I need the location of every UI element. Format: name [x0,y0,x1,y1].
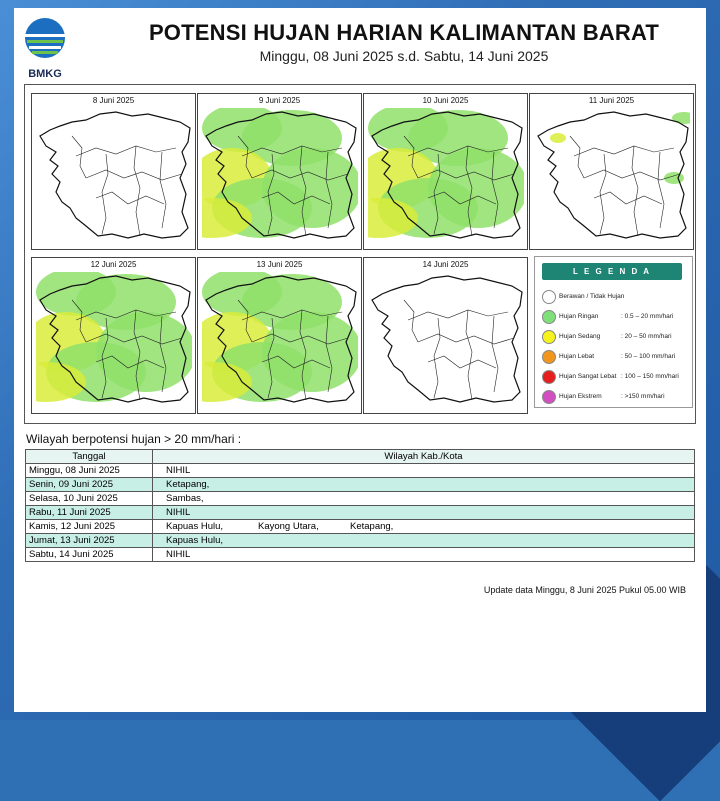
rain-map-4 [529,93,694,250]
rain-map-5 [31,257,196,414]
update-note: Update data Minggu, 8 Juni 2025 Pukul 05.00 WIB [483,585,686,595]
row-date: Sabtu, 14 Juni 2025 [26,548,153,562]
row-regions [153,506,695,520]
row-regions [153,492,695,506]
district-border [160,152,166,228]
row-date: Selasa, 10 Juni 2025 [26,492,153,506]
rain-map-2 [197,93,362,250]
legend-label: Hujan Lebat [559,353,595,360]
legend-label: Hujan Ringan [559,313,599,320]
row-date: Kamis, 12 Juni 2025 [26,520,153,534]
legend-title: L E G E N D A [542,263,682,280]
row-date: Minggu, 08 Juni 2025 [26,464,153,478]
map-date-label: 13 Juni 2025 [256,260,303,269]
header-date: Tanggal [26,450,153,464]
table-body [26,464,695,562]
table-row [26,492,695,506]
district-border [86,170,182,180]
table-caption: Wilayah berpotensi hujan > 20 mm/hari : [26,432,242,446]
maps-panel [24,84,696,424]
region-name: Ketapang, [350,521,394,532]
legend [534,256,693,408]
province-outline [40,112,190,238]
province-outline [372,276,522,402]
region-name: Sambas, [166,493,204,504]
map-date-label: 11 Juni 2025 [588,96,635,105]
province-map [202,272,358,408]
regions-table [25,449,695,562]
map-date-label: 8 Juni 2025 [92,96,135,105]
row-regions [153,478,695,492]
rain-map-7 [363,257,528,414]
bmkg-logo [20,14,70,82]
legend-swatch [542,350,556,364]
map-date-label: 12 Juni 2025 [90,260,137,269]
rain-map-1 [31,93,196,250]
row-date: Jumat, 13 Juni 2025 [26,534,153,548]
map-date-label: 9 Juni 2025 [258,96,301,105]
table-row [26,534,695,548]
region-name: NIHIL [166,549,191,560]
brand-text: BMKG [28,68,62,80]
row-date: Rabu, 11 Juni 2025 [26,506,153,520]
rain-area [550,133,566,143]
row-regions [153,548,695,562]
legend-range: : 100 – 150 mm/hari [621,373,679,380]
district-border [134,146,140,236]
map-date-label: 14 Juni 2025 [422,260,469,269]
legend-range: : 50 – 100 mm/hari [621,353,676,360]
legend-label: Hujan Sangat Lebat [559,373,617,380]
table-row [26,548,695,562]
legend-label: Berawan / Tidak Hujan [559,293,625,300]
district-border [96,192,164,204]
district-border [632,146,638,236]
table-row [26,464,695,478]
district-border [428,356,496,368]
legend-swatch [542,330,556,344]
row-regions [153,520,695,534]
legend-swatch [542,310,556,324]
district-border [404,300,418,342]
district-border [408,310,508,320]
legend-range: : >150 mm/hari [621,393,665,400]
row-regions [153,534,695,548]
district-border [72,136,86,178]
table-row [26,506,695,520]
province-map [368,108,524,244]
row-date: Senin, 09 Juni 2025 [26,478,153,492]
region-name: Kapuas Hulu, [166,521,224,532]
row-regions [153,464,695,478]
legend-swatch [542,290,556,304]
legend-swatch [542,390,556,404]
page-title: POTENSI HUJAN HARIAN KALIMANTAN BARAT [148,20,660,45]
district-border [574,146,674,156]
table-row [26,520,695,534]
table-header-row [26,450,695,464]
district-border [418,334,514,344]
province-map [202,108,358,244]
table-row [26,478,695,492]
district-border [492,316,498,392]
page-subtitle: Minggu, 08 Juni 2025 s.d. Sabtu, 14 Juni 2025 [259,48,549,64]
legend-swatch [542,370,556,384]
district-border [76,146,176,156]
map-date-label: 10 Juni 2025 [422,96,469,105]
legend-label: Hujan Ekstrem [559,393,602,400]
district-border [466,310,472,400]
region-name: Kapuas Hulu, [166,535,224,546]
region-name: NIHIL [166,465,191,476]
region-name: Ketapang, [166,479,210,490]
legend-label: Hujan Sedang [559,333,601,340]
province-map [36,272,192,408]
rain-map-3 [363,93,528,250]
region-name: NIHIL [166,507,191,518]
legend-range: : 20 – 50 mm/hari [621,333,672,340]
region-name: Kayong Utara, [258,521,319,532]
district-border [594,192,662,204]
infographic-card [14,8,706,712]
legend-range: : 0.5 – 20 mm/hari [621,313,674,320]
header-region: Wilayah Kab./Kota [153,450,695,464]
district-border [658,152,664,228]
province-map [36,108,192,244]
rain-map-6 [197,257,362,414]
rain-area [672,112,690,124]
province-map [534,108,690,244]
province-map [368,272,524,408]
district-border [570,136,584,178]
